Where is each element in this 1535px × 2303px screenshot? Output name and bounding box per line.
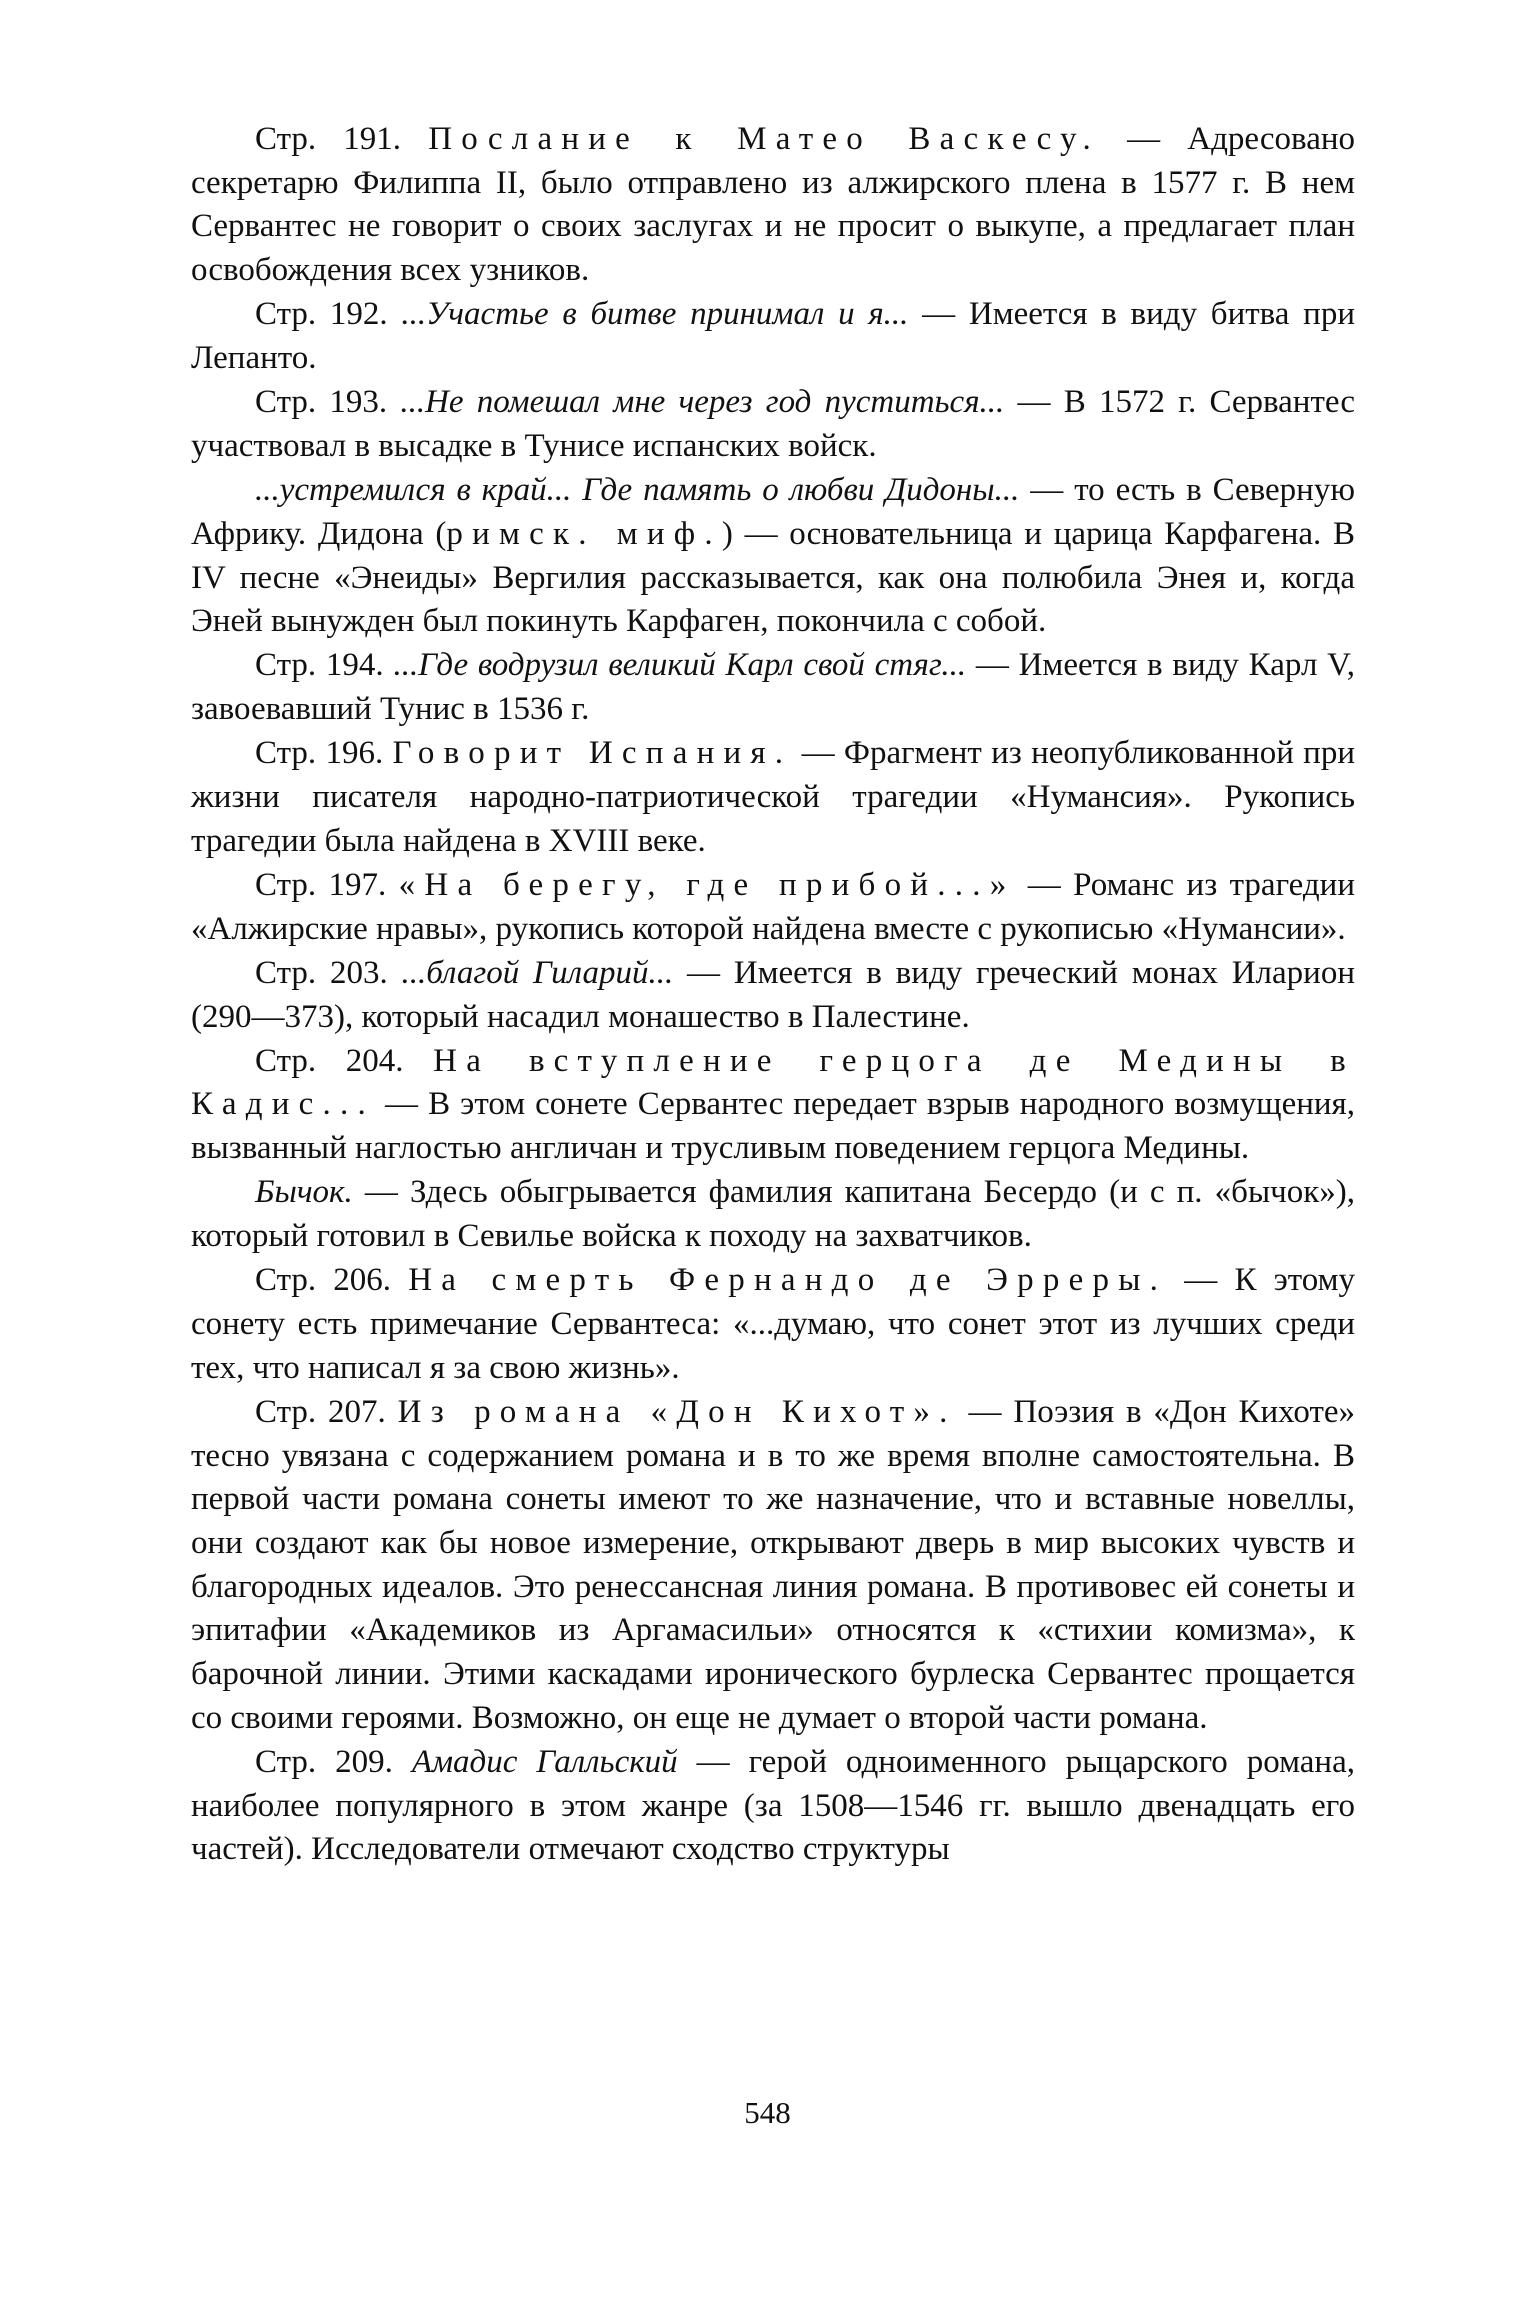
note-text: — Имеется в виду Карл V, завоевавший Тунис в 1536 г. [191,647,1356,728]
note-ref: Стр. 197. [255,866,399,903]
note-quote: ...Не помешал мне через год пуститься... [400,384,1005,421]
note-text: — Поэзия в «Дон Кихоте» тесно увязана с содержанием романа и в то же время вполне самостоятельна. В первой части романа сонеты имеют то же назначение, что и вставные новеллы, они создают как бы новое измерение, открывают дверь в мир высоких чувств и благородных идеалов. Это ренессансная линия романа. В противовес ей сонеты и эпитафии «Академиков из Аргамасильи» относятся к «стихии комизма», к барочной линии. Этими каскадами иронического бурлеска Сервантес прощается со своими героями. Возможно, он еще не думает о второй части романа. [191,1393,1356,1736]
note-text: — Фрагмент из неопубликованной при жизни писателя народно-патриотической трагедии «Нумансия». Рукопись трагедии была найдена в XVIII веке. [191,735,1355,859]
note-text: — В этом сонете Сервантес передает взрыв народного возмущения, вызванный наглостью англичан и трусливым поведением герцога Медины. [191,1086,1355,1167]
note-text: — Здесь обыгрывается фамилия капитана Бесердо (и с п. «бычок»), который готовил в Севилье войска к походу на захватчиков. [191,1174,1355,1255]
note-text: — К этому сонету есть примечание Сервантеса: «...думаю, что сонет этот из лучших среди тех, что написал я за свою жизнь». [191,1262,1356,1386]
note-title: Говорит Испания. [392,735,793,772]
note-paragraph [191,1171,1355,1258]
note-paragraph [191,1741,1355,1872]
note-paragraph [191,1040,1355,1171]
note-quote: ...благой Гиларий... [401,954,674,991]
note-paragraph [191,381,1355,468]
note-quote: ...Где водрузил великий Карл свой стяг... [393,647,967,684]
note-text: — Имеется в виду греческий монах Иларион (290—373), который насадил монашество в Палестине. [191,954,1355,1035]
note-title: На смерть Фернандо де Эрреры. [408,1262,1168,1299]
notes-page [191,118,1355,1873]
note-ref: Стр. 206. [255,1262,409,1299]
note-paragraph [191,1391,1355,1741]
note-ref: Стр. 204. [255,1042,434,1079]
note-text: — В 1572 г. Сервантес участвовал в высадке в Тунисе испанских войск. [191,384,1355,464]
note-paragraph [191,293,1355,380]
note-text: — герой одноименного рыцарского романа, наиболее популярного в этом жанре (за 1508—1546 гг. вышло двенадцать его частей). Исследователи отмечают сходство структуры [191,1744,1355,1868]
note-ref: Стр. 203. [255,954,402,991]
note-quote: Бычок. [255,1174,353,1211]
note-quote: ...Участье в битве принимал и я... [401,296,909,333]
note-quote: ...устремился в край... Где память о любви Дидоны... [255,472,1020,509]
note-text: ) — основательница и царица Карфагена. В IV песне «Энеиды» Вергилия рассказывается, как она полюбила Энея и, когда Эней вынужден был покинуть Карфаген, покончила с собой. [191,515,1355,640]
note-title: Послание к Матео Васкесу. [428,121,1100,157]
note-text: — Романс из трагедии «Алжирские нравы», рукопись которой найдена вместе с рукописью «Нумансии». [191,866,1355,947]
note-ref: Стр. 194. [255,647,394,684]
note-paragraph [191,864,1355,951]
note-text: — Имеется в виду битва при Лепанто. [191,296,1355,377]
note-paragraph [191,644,1355,731]
note-quote: Амадис Галльский [411,1744,678,1781]
note-abbrev: римск. миф. [446,515,722,552]
note-paragraph [191,732,1355,863]
page-number: 548 [744,2095,791,2130]
note-ref: Стр. 196. [255,735,393,772]
note-title: «На берегу, где прибой...» [398,866,1016,903]
note-ref: Стр. 192. [255,296,402,333]
note-ref: Стр. 207. [255,1393,398,1430]
note-paragraph [191,118,1355,293]
note-text: — Адресовано секретарю Филиппа II, было отправлено из алжирского плена в 1577 г. В нем Сервантес не говорит о своих заслугах и не просит о выкупе, а предлагает план освобождения всех узников. [191,121,1355,289]
note-paragraph [191,952,1355,1039]
note-ref: Стр. 191. [255,121,429,157]
note-title: На вступление герцога де Медины в Кадис... [191,1042,1356,1123]
note-paragraph [191,469,1355,644]
note-ref: Стр. 209. [255,1744,412,1781]
note-text: — то есть в Северную Африку. Дидона ( [191,472,1355,552]
note-title: Из романа «Дон Кихот». [397,1393,957,1430]
note-ref: Стр. 193. [255,384,401,421]
note-paragraph [191,1259,1355,1390]
